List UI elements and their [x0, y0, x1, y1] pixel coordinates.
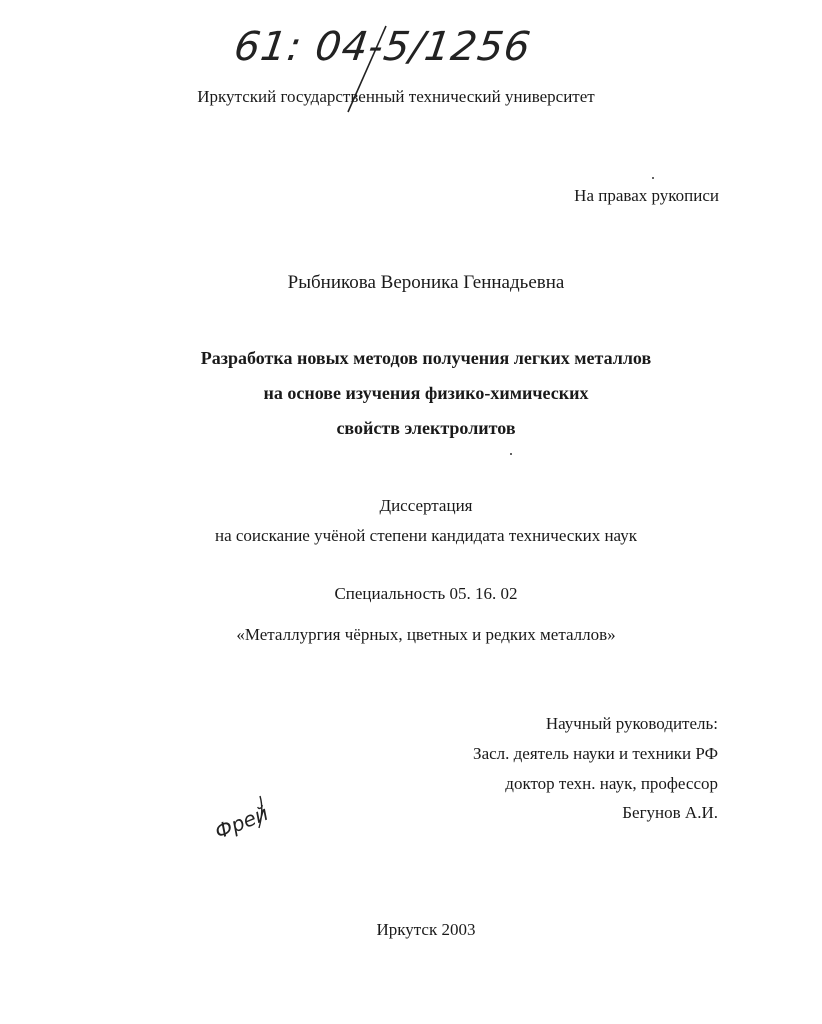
university-name: Иркутский государственный технический университет [197, 87, 595, 106]
signature-text: Фрей [211, 800, 272, 844]
thesis-title-line-2: на основе изучения физико-химических [263, 383, 589, 403]
specialty-code: Специальность 05. 16. 02 [334, 584, 518, 603]
scan-speck [652, 177, 654, 179]
manuscript-rights-note: На правах рукописи [574, 186, 719, 205]
document-type: Диссертация [379, 496, 473, 515]
call-number-text: 61: 04-5/1256 [231, 24, 534, 70]
specialty-name: «Металлургия чёрных, цветных и редких металлов» [236, 625, 616, 644]
city-and-year: Иркутск 2003 [376, 920, 476, 939]
supervisor-name: Бегунов А.И. [622, 803, 718, 822]
scan-speck [510, 453, 512, 455]
author-name: Рыбникова Вероника Геннадьевна [287, 272, 565, 293]
thesis-title-line-3: свойств электролитов [336, 418, 516, 438]
supervisor-honorary-title: Засл. деятель науки и техники РФ [473, 744, 718, 763]
thesis-title-line-1: Разработка новых методов получения легких металлов [200, 348, 652, 368]
handwritten-signature [210, 788, 280, 848]
degree-purpose: на соискание учёной степени кандидата технических наук [214, 526, 637, 545]
supervisor-label: Научный руководитель: [545, 714, 718, 733]
supervisor-academic-title: доктор техн. наук, профессор [505, 774, 718, 793]
